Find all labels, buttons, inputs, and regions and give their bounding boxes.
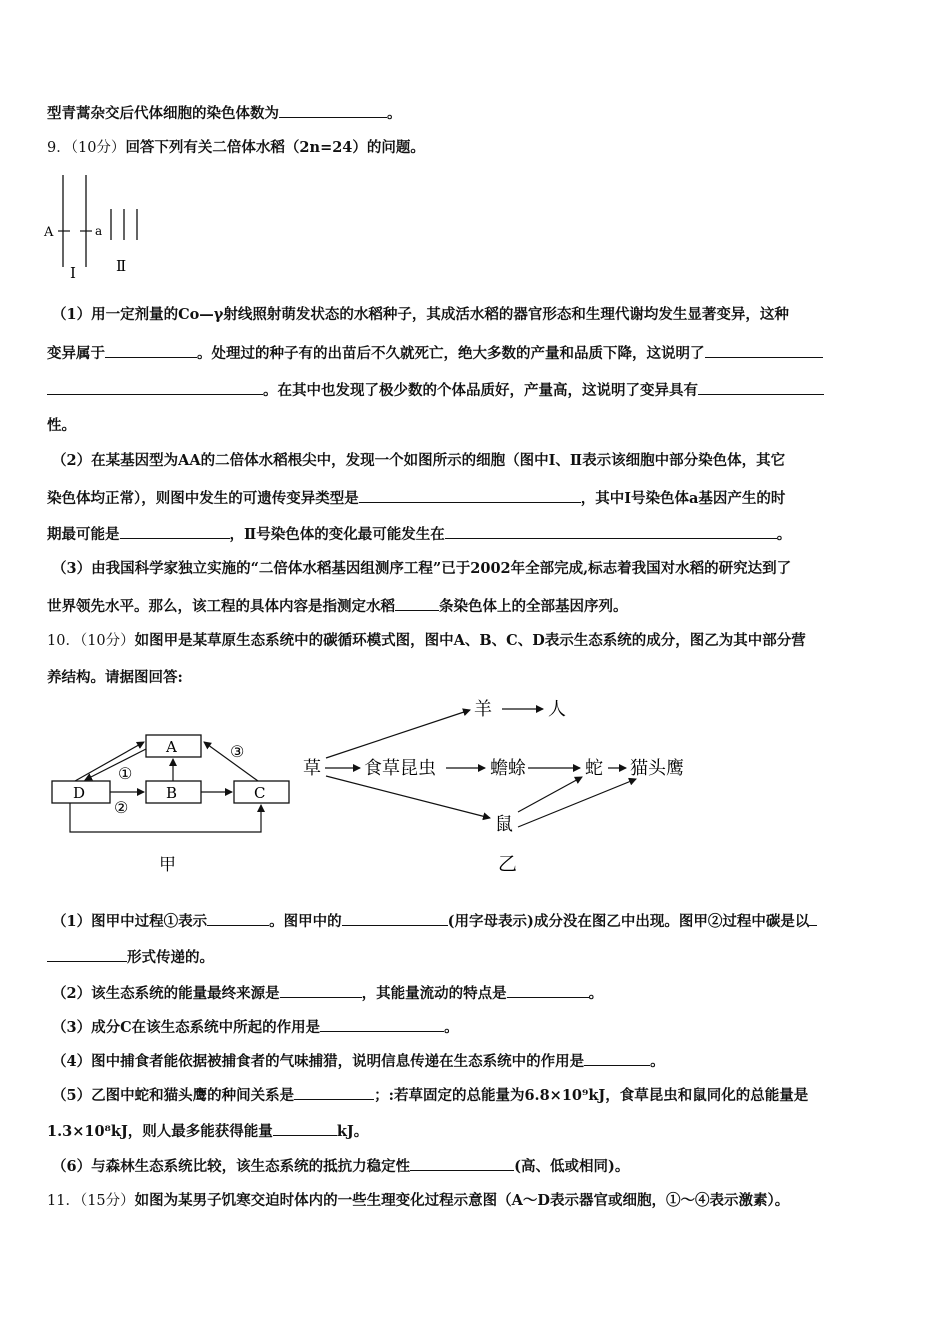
text: 。 xyxy=(776,526,792,543)
question-number: 9．（10分） xyxy=(47,140,126,156)
label-C: C xyxy=(254,784,266,802)
q9-1-line-b xyxy=(47,343,823,364)
text: 。 xyxy=(444,1019,459,1036)
question-10-stem-b xyxy=(47,668,183,688)
text: 。图甲中的 xyxy=(269,913,342,930)
q9-1-line-c xyxy=(47,380,824,401)
question-11-stem xyxy=(47,1191,789,1211)
text: 型青蒿杂交后代体细胞的染色体数为 xyxy=(47,105,279,122)
text: 。 xyxy=(650,1053,665,1070)
text: （2）该生态系统的能量最终来源是 xyxy=(52,985,280,1002)
figure-yi-caption: 乙 xyxy=(498,853,518,875)
q9-2-line-c xyxy=(47,524,791,545)
q9-1-line-a xyxy=(52,305,789,325)
text: 变异属于 xyxy=(47,345,105,362)
q9-3-line-b xyxy=(47,596,628,617)
blank xyxy=(395,596,439,611)
text: ，Ⅱ号染色体的变化最可能发生在 xyxy=(229,526,445,543)
text: （1）用一定剂量的Co—γ射线照射萌发状态的水稻种子，其成活水稻的器官形态和生理代谢均发生显著变异，这种 xyxy=(52,306,789,323)
blank xyxy=(359,488,581,503)
blank xyxy=(584,1051,650,1066)
label-A: A xyxy=(166,738,177,756)
question-number: 10．（10分） xyxy=(47,633,135,649)
q10-6-line xyxy=(52,1156,629,1177)
q10-4-line xyxy=(52,1051,665,1072)
q9-2-line-b xyxy=(47,488,785,509)
arrow-D-to-C xyxy=(70,803,261,832)
q9-1-line-d xyxy=(47,416,76,436)
node-sheep: 羊 xyxy=(474,699,492,720)
text: ；:若草固定的总能量为6.8×10⁹kJ，食草昆虫和鼠同化的总能量是 xyxy=(374,1087,809,1104)
text: ，其中Ⅰ号染色体a基因产生的时 xyxy=(580,490,786,507)
node-snake: 蛇 xyxy=(585,758,603,779)
text: 条染色体上的全部基因序列。 xyxy=(439,598,628,615)
text: 形式传递的。 xyxy=(127,949,214,966)
text: （2）在某基因型为AA的二倍体水稻根尖中，发现一个如图所示的细胞（图中Ⅰ、Ⅱ表示该细胞中部分染色体，其它 xyxy=(52,452,786,469)
q10-2-line xyxy=(52,983,603,1004)
food-web-figure xyxy=(300,690,710,880)
blank xyxy=(47,947,127,962)
arrow-D-to-A xyxy=(75,742,144,781)
q10-5-line-a xyxy=(52,1085,808,1106)
question-9-stem xyxy=(47,138,425,158)
text: 。 xyxy=(387,105,402,122)
label-I: Ⅰ xyxy=(70,264,76,282)
text: ，其能量流动的特点是 xyxy=(361,985,507,1002)
blank xyxy=(120,524,230,539)
q10-5-line-b xyxy=(47,1121,368,1142)
arrow-grass-mouse xyxy=(326,776,490,818)
blank xyxy=(342,911,448,926)
text: （4）图中捕食者能依据被捕食者的气味捕猎，说明信息传递在生态系统中的作用是 xyxy=(52,1053,585,1070)
blank xyxy=(207,911,269,926)
text: （3）成分C在该生态系统中所起的作用是 xyxy=(52,1019,321,1036)
text: 世界领先水平。那么，该工程的具体内容是指测定水稻 xyxy=(47,598,395,615)
label-D: D xyxy=(73,784,86,802)
process-2-label: ② xyxy=(114,798,129,817)
blank xyxy=(410,1156,514,1171)
chromosome-figure xyxy=(40,172,160,284)
text: 期最可能是 xyxy=(47,526,120,543)
text: 养结构。请据图回答: xyxy=(47,669,183,686)
q9-3-line-a xyxy=(52,559,791,579)
text: （1）图甲中过程①表示 xyxy=(52,913,208,930)
text: 染色体均正常），则图中发生的可遗传变异类型是 xyxy=(47,490,359,507)
node-toad: 蟾蜍 xyxy=(490,758,526,779)
node-insect: 食草昆虫 xyxy=(364,758,436,779)
text: 回答下列有关二倍体水稻（2n=24）的问题。 xyxy=(125,139,425,156)
figure-jia-caption: 甲 xyxy=(159,855,176,875)
blank xyxy=(507,983,589,998)
q10-1-line-a xyxy=(52,911,817,932)
q10-3-line xyxy=(52,1017,459,1038)
arrow-mouse-snake xyxy=(518,777,582,812)
blank xyxy=(445,524,777,539)
blank xyxy=(47,380,263,395)
text: （3）由我国科学家独立实施的“二倍体水稻基因组测序工程”已于2002年全部完成,标志着我国对水稻的研究达到了 xyxy=(52,560,792,577)
question-number: 11．（15分） xyxy=(47,1193,135,1209)
gene-A-label: A xyxy=(44,225,54,240)
text: 性。 xyxy=(47,417,76,434)
line-continuation xyxy=(47,103,402,124)
arrow-A-to-D xyxy=(85,749,146,780)
node-grass: 草 xyxy=(303,758,321,779)
blank xyxy=(698,380,824,395)
blank xyxy=(320,1017,444,1032)
q9-2-line-a xyxy=(52,451,785,471)
q10-1-line-b xyxy=(47,947,214,968)
question-10-stem xyxy=(47,631,806,651)
text: （5）乙图中蛇和猫头鹰的种间关系是 xyxy=(52,1087,295,1104)
text: (用字母表示)成分没在图乙中出现。图甲②过程中碳是以 xyxy=(447,913,810,930)
blank xyxy=(705,343,823,358)
blank xyxy=(273,1121,337,1136)
label-B: B xyxy=(166,784,178,802)
text: kJ。 xyxy=(336,1123,369,1140)
carbon-cycle-figure xyxy=(45,725,300,880)
text: 。 xyxy=(588,985,604,1002)
text: 如图甲是某草原生态系统中的碳循环模式图，图中A、B、C、D表示生态系统的成分，图乙为其中部分营 xyxy=(134,632,806,649)
text: （6）与森林生态系统比较，该生态系统的抵抗力稳定性 xyxy=(52,1158,411,1175)
process-3-label: ③ xyxy=(230,742,245,761)
blank xyxy=(809,911,817,926)
node-owl: 猫头鹰 xyxy=(630,758,684,779)
text: 。在其中也发现了极少数的个体品质好，产量高，这说明了变异具有 xyxy=(263,382,698,399)
blank xyxy=(105,343,197,358)
text: (高、低或相同)。 xyxy=(514,1158,630,1175)
blank xyxy=(280,983,362,998)
blank xyxy=(279,103,387,118)
node-mouse: 鼠 xyxy=(495,814,513,835)
arrow-grass-sheep xyxy=(326,710,470,758)
text: 如图为某男子饥寒交迫时体内的一些生理变化过程示意图（A～D表示器官或细胞，①～④表示激素）。 xyxy=(134,1192,790,1209)
label-II: Ⅱ xyxy=(116,257,127,275)
text: 。处理过的种子有的出苗后不久就死亡，绝大多数的产量和品质下降，这说明了 xyxy=(197,345,705,362)
process-1-label: ① xyxy=(118,764,133,783)
gene-a-label: a xyxy=(95,224,103,238)
text: 1.3×10⁸kJ，则人最多能获得能量 xyxy=(47,1123,273,1140)
blank xyxy=(294,1085,374,1100)
node-human: 人 xyxy=(548,699,566,720)
